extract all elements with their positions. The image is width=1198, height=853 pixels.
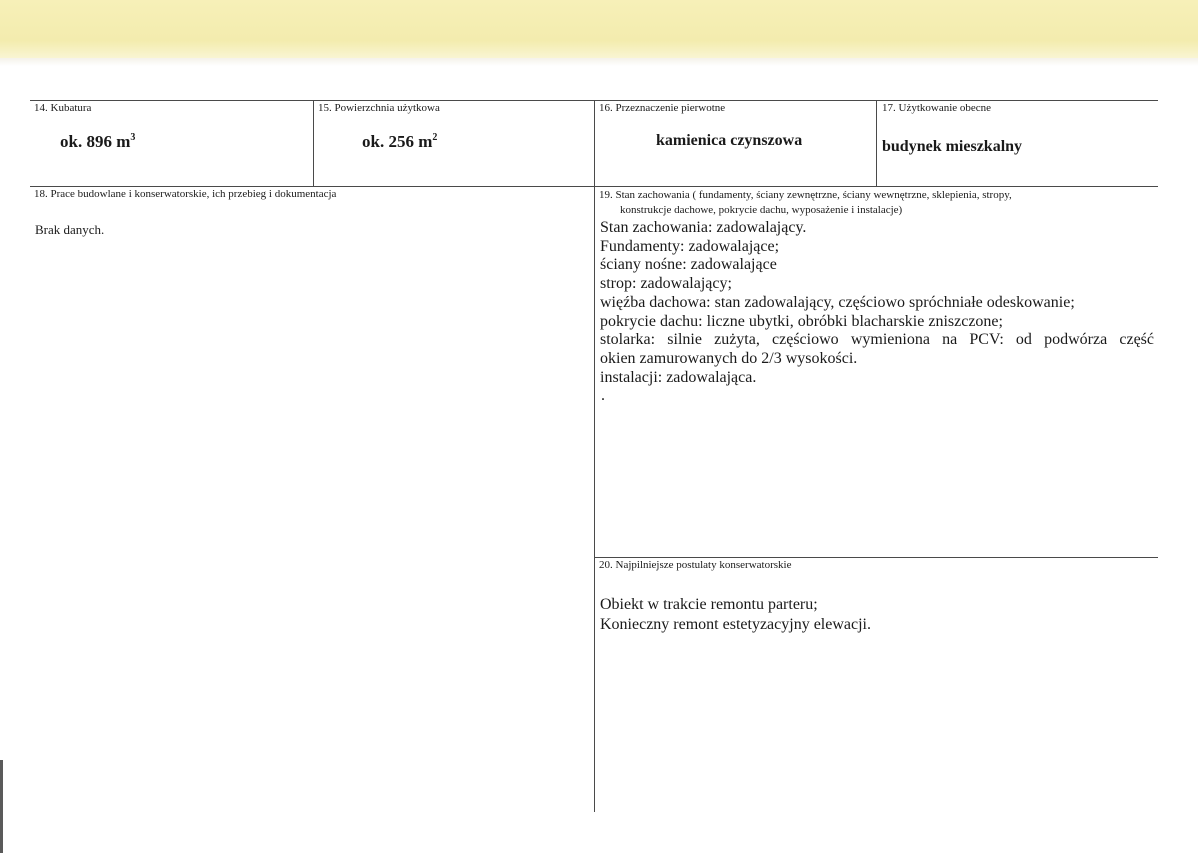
f18-value: Brak danych. xyxy=(35,222,105,237)
f20-line: Obiekt w trakcie remontu parteru; xyxy=(600,596,818,613)
f19-label-line2: konstrukcje dachowe, pokrycie dachu, wyposażenie i instalacje) xyxy=(620,204,903,216)
f15-value-sup: 2 xyxy=(432,132,438,143)
f16-label: 16. Przeznaczenie pierwotne xyxy=(599,102,726,114)
scan-left-edge xyxy=(0,760,3,853)
f19-line: . xyxy=(601,387,605,405)
f15-value-text: ok. 256 m xyxy=(362,132,433,151)
f16-value: kamienica czynszowa xyxy=(656,132,803,149)
f15-value xyxy=(362,132,437,152)
f17-label: 17. Użytkowanie obecne xyxy=(882,102,992,114)
f19-text xyxy=(600,219,1154,406)
divider-14-15 xyxy=(313,100,314,186)
f19-line: Fundamenty: zadowalające; xyxy=(600,237,780,255)
f19-label-line1: 19. Stan zachowania ( fundamenty, ściany zewnętrzne, ściany wewnętrzne, sklepienia, stropy, xyxy=(599,189,1012,201)
f19-line: stolarka: silnie zużyta, częściowo wymieniona na PCV: od podwórza część xyxy=(600,331,1154,349)
f20-text xyxy=(600,595,871,635)
f19-line: więźba dachowa: stan zadowalający, częściowo spróchniałe odeskowanie; xyxy=(600,293,1075,311)
f20-line: Konieczny remont estetyzacyjny elewacji. xyxy=(600,616,871,633)
f15-label: 15. Powierzchnia użytkowa xyxy=(318,102,440,114)
f19-line: strop: zadowalający; xyxy=(600,275,732,293)
f14-value xyxy=(60,132,135,152)
f19-line: instalacji: zadowalająca. xyxy=(600,368,757,386)
page-top-edge xyxy=(0,58,1198,66)
f18-label: 18. Prace budowlane i konserwatorskie, ich przebieg i dokumentacja xyxy=(34,188,337,200)
f14-label: 14. Kubatura xyxy=(34,102,92,114)
divider-16-17 xyxy=(876,100,877,186)
f14-value-text: ok. 896 m xyxy=(60,132,131,151)
f20-label: 20. Najpilniejsze postulaty konserwatorskie xyxy=(599,559,792,571)
f20-rule xyxy=(595,557,1158,558)
f19-line: okien zamurowanych do 2/3 wysokości. xyxy=(600,349,858,367)
f14-value-sup: 3 xyxy=(130,132,136,143)
f17-value: budynek mieszkalny xyxy=(882,138,1023,155)
divider-main xyxy=(594,100,595,812)
scan-top-band xyxy=(0,0,1198,58)
f19-line: pokrycie dachu: liczne ubytki, obróbki blacharskie zniszczone; xyxy=(600,312,1003,330)
f19-line: Stan zachowania: zadowalający. xyxy=(600,219,807,236)
f19-line: ściany nośne: zadowalające xyxy=(600,256,777,274)
